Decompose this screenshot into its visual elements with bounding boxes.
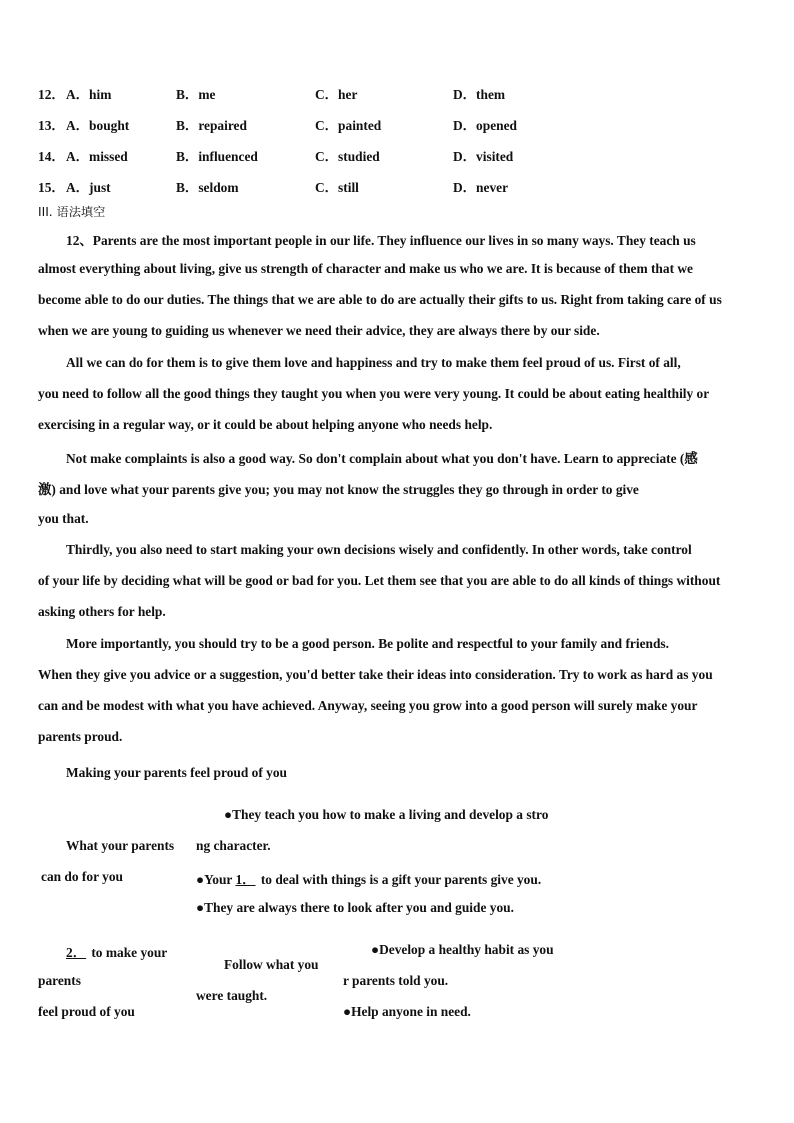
option-a: A．him	[66, 87, 112, 102]
passage-line: Not make complaints is also a good way. So don't complain about what you don't have. Learn to appreciate (感	[66, 451, 698, 466]
passage-line: All we can do for them is to give them love and happiness and try to make them feel proud of us. First of all,	[66, 355, 681, 370]
table-middle-cell: Follow what you	[224, 957, 319, 972]
passage-line: can and be modest with what you have achieved. Anyway, seeing you grow into a good person will surely make your	[38, 698, 698, 713]
passage-line: you that.	[38, 511, 89, 526]
passage-line: asking others for help.	[38, 604, 166, 619]
question-number: 13．	[38, 118, 65, 133]
table-row-label: What your parents	[66, 838, 175, 853]
option-c: C．still	[315, 180, 359, 195]
option-d: D．them	[453, 87, 506, 102]
table-bullet: ●They are always there to look after you and guide you.	[196, 900, 514, 915]
passage-line: Thirdly, you also need to start making your own decisions wisely and confidently. In other words, take control	[66, 542, 692, 557]
table-row-label: parents	[38, 973, 81, 988]
option-c: C．studied	[315, 149, 380, 164]
table-middle-cell: were taught.	[196, 988, 268, 1003]
option-b: B．influenced	[176, 149, 258, 164]
section-title: III. 语法填空	[38, 205, 106, 219]
option-d: D．visited	[453, 149, 514, 164]
bullet-suffix: to deal with things is a gift your parents give you.	[257, 872, 542, 887]
option-a: A．missed	[66, 149, 128, 164]
passage-line: When they give you advice or a suggestion, you'd better take their ideas into consideration. Try to work as hard as you	[38, 667, 713, 682]
bullet-prefix: ●Your	[196, 872, 236, 887]
question-number: 14．	[38, 149, 65, 164]
blank-2[interactable]: 2．	[66, 945, 87, 960]
passage-line: you need to follow all the good things they taught you when you were very young. It could be about eating healthily or	[38, 386, 710, 401]
option-b: B．repaired	[176, 118, 247, 133]
label-suffix: to make your	[88, 945, 168, 960]
option-d: D．never	[453, 180, 509, 195]
option-b: B．seldom	[176, 180, 239, 195]
passage-line: 12、Parents are the most important people in our life. They influence our lives in so many ways. They teach us	[66, 233, 696, 248]
passage-line: 激) and love what your parents give you; you may not know the struggles they go through in order to give	[38, 482, 639, 497]
table-row-label: feel proud of you	[38, 1004, 135, 1019]
table-title: Making your parents feel proud of you	[66, 765, 287, 780]
option-a: A．just	[66, 180, 111, 195]
table-bullet: ●They teach you how to make a living and develop a stro	[224, 807, 549, 822]
blank-1[interactable]: 1．	[235, 872, 256, 887]
table-bullet	[196, 869, 541, 888]
option-c: C．painted	[315, 118, 382, 133]
passage-line: of your life by deciding what will be good or bad for you. Let them see that you are able to do all kinds of things without	[38, 573, 721, 588]
table-bullet: ●Help anyone in need.	[343, 1004, 471, 1019]
table-bullet: ●Develop a healthy habit as you	[371, 942, 554, 957]
question-number: 15．	[38, 180, 65, 195]
passage-line: almost everything about living, give us strength of character and make us who we are. It is because of them that we	[38, 261, 693, 276]
passage-line: parents proud.	[38, 729, 123, 744]
option-c: C．her	[315, 87, 358, 102]
option-a: A．bought	[66, 118, 130, 133]
passage-line: when we are young to guiding us whenever we need their advice, they are always there by our side.	[38, 323, 600, 338]
passage-line: become able to do our duties. The things that we are able to do are actually their gifts to us. Right from taking care of us	[38, 292, 722, 307]
table-bullet-continued: r parents told you.	[343, 973, 449, 988]
question-number: 12．	[38, 87, 65, 102]
table-row-label	[66, 942, 167, 961]
option-b: B．me	[176, 87, 216, 102]
passage-line: exercising in a regular way, or it could be about helping anyone who needs help.	[38, 417, 493, 432]
table-row-label: can do for you	[41, 869, 123, 884]
option-d: D．opened	[453, 118, 517, 133]
table-bullet-continued: ng character.	[196, 838, 271, 853]
passage-line: More importantly, you should try to be a good person. Be polite and respectful to your family and friends.	[66, 636, 669, 651]
